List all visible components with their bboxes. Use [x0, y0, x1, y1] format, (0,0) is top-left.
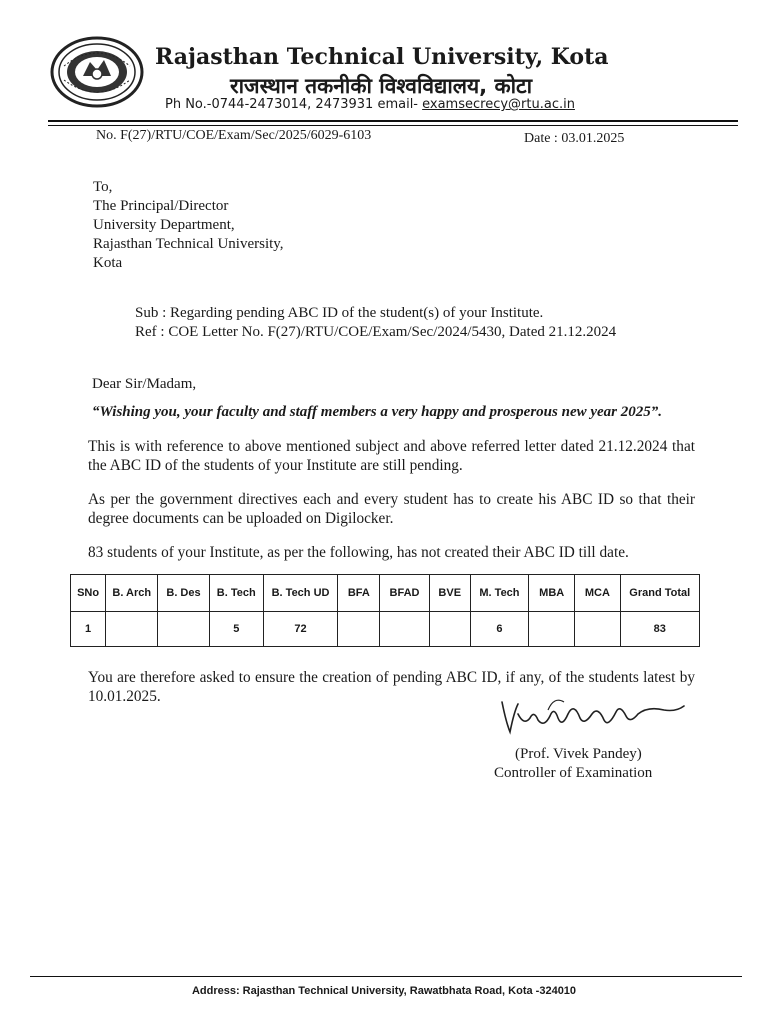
- table-cell: [158, 612, 209, 647]
- address-line: To,: [93, 179, 113, 195]
- column-header: M. Tech: [470, 575, 528, 612]
- table-cell: 1: [71, 612, 106, 647]
- address-line: Rajasthan Technical University,: [93, 236, 284, 252]
- table-cell: [429, 612, 470, 647]
- handwritten-signature: [488, 692, 688, 740]
- body-paragraph: This is with reference to above mentioned subject and above referred letter dated 21.12.2024 that the ABC ID of the students of your Institute are still pending.: [88, 438, 695, 474]
- subject-line: Sub : Regarding pending ABC ID of the student(s) of your Institute.: [135, 305, 544, 321]
- body-paragraph: As per the government directives each and every student has to create his ABC ID so that their degree documents can be uploaded on Digilocker.: [88, 491, 695, 527]
- address-line: University Department,: [93, 217, 235, 233]
- contact-line: [165, 97, 575, 112]
- column-header: B. Tech: [209, 575, 263, 612]
- address-line: The Principal/Director: [93, 198, 229, 214]
- column-header: B. Arch: [106, 575, 158, 612]
- reference-line: Ref : COE Letter No. F(27)/RTU/COE/Exam/Sec/2024/5430, Dated 21.12.2024: [135, 324, 617, 340]
- letterhead-divider-thin: [48, 125, 738, 126]
- table-cell: [575, 612, 620, 647]
- university-name: Rajasthan Technical University, Kota: [155, 44, 609, 70]
- table-cell: [380, 612, 429, 647]
- table-cell: [106, 612, 158, 647]
- recipient-address: [93, 178, 284, 273]
- column-header: B. Tech UD: [263, 575, 337, 612]
- column-header: Grand Total: [620, 575, 699, 612]
- signatory-name: (Prof. Vivek Pandey): [515, 746, 642, 762]
- column-header: MCA: [575, 575, 620, 612]
- email-link[interactable]: examsecrecy@rtu.ac.in: [422, 97, 575, 112]
- address-line: Kota: [93, 255, 123, 271]
- contact-phone: Ph No.-0744-2473014, 2473931 email-: [165, 97, 423, 112]
- table-cell: 83: [620, 612, 699, 647]
- column-header: B. Des: [158, 575, 209, 612]
- university-seal-icon: [50, 36, 144, 108]
- column-header: BFA: [338, 575, 380, 612]
- column-header: SNo: [71, 575, 106, 612]
- signatory-title: Controller of Examination: [494, 765, 653, 781]
- reference-number: No. F(27)/RTU/COE/Exam/Sec/2025/6029-6103: [96, 128, 372, 143]
- body-paragraph: 83 students of your Institute, as per the following, has not created their ABC ID till date.: [88, 544, 629, 561]
- column-header: BFAD: [380, 575, 429, 612]
- table-row: [71, 612, 700, 647]
- footer-address: Address: Rajasthan Technical University, Rawatbhata Road, Kota -324010: [191, 985, 577, 997]
- subject-block: [135, 304, 616, 342]
- table-cell: 72: [263, 612, 337, 647]
- university-name-hindi: राजस्थान तकनीकी विश्वविद्यालय, कोटा: [230, 74, 533, 98]
- table-header-row: [71, 575, 700, 612]
- new-year-greeting: “Wishing you, your faculty and staff members a very happy and prosperous new year 2025”.: [92, 404, 663, 420]
- letter-date: Date : 03.01.2025: [524, 131, 625, 146]
- pending-abc-id-table: [70, 574, 700, 647]
- letterhead-divider: [48, 120, 738, 122]
- column-header: BVE: [429, 575, 470, 612]
- body-paragraph: You are therefore asked to ensure the creation of pending ABC ID, if any, of the students latest by 10.01.2025.: [88, 669, 695, 705]
- column-header: MBA: [529, 575, 575, 612]
- footer-divider: [30, 976, 742, 977]
- table-cell: 5: [209, 612, 263, 647]
- table-cell: [338, 612, 380, 647]
- table-cell: 6: [470, 612, 528, 647]
- salutation: Dear Sir/Madam,: [92, 376, 197, 392]
- table-cell: [529, 612, 575, 647]
